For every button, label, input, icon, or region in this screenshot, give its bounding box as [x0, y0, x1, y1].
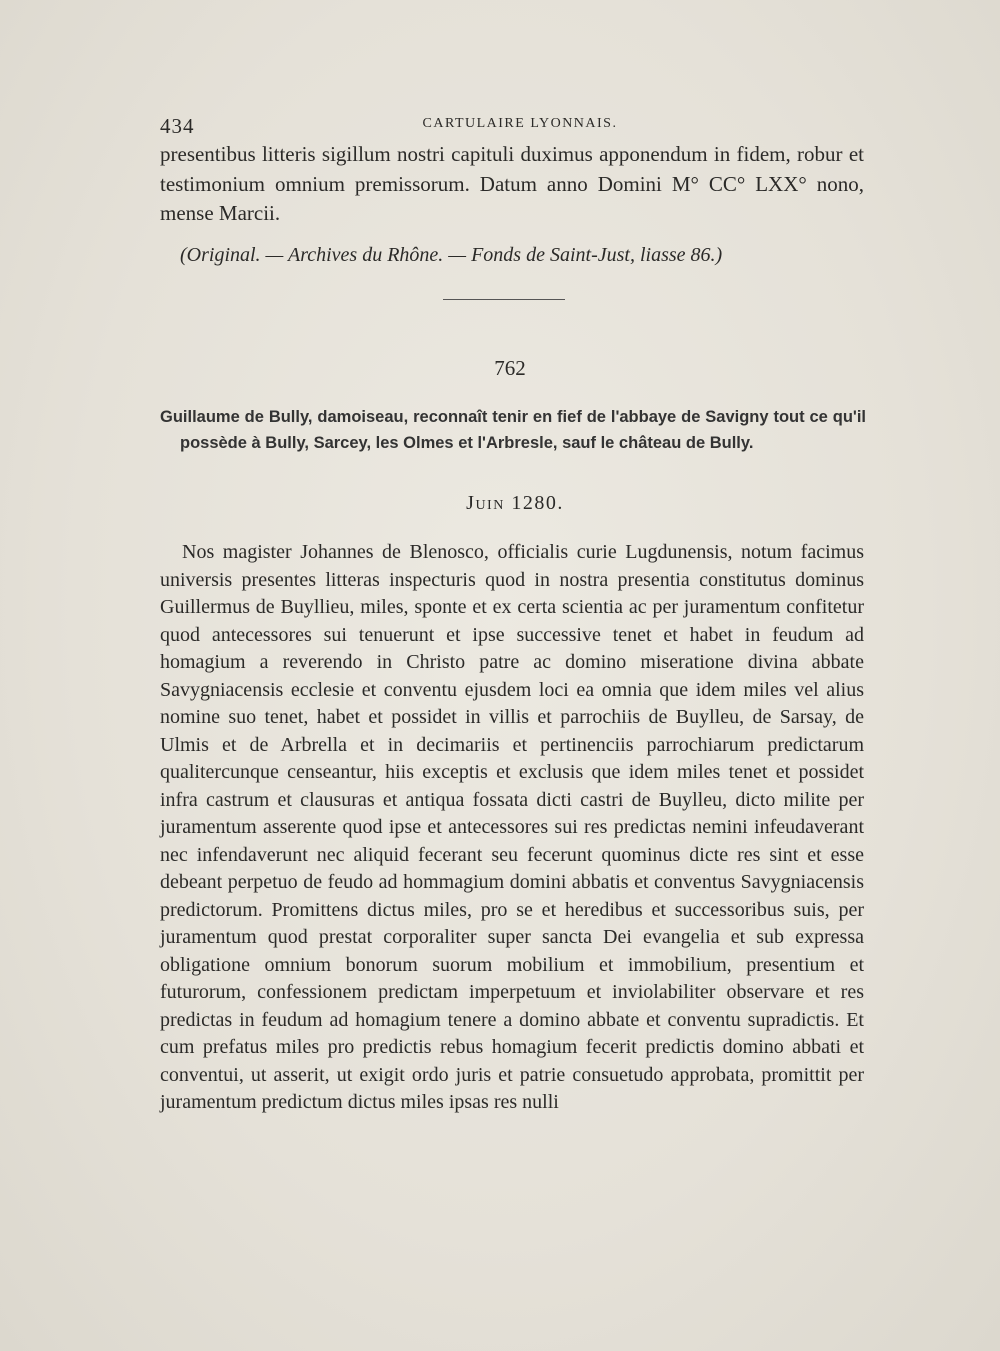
- running-head: [160, 114, 864, 138]
- act-date-text: Juin 1280.: [466, 492, 564, 514]
- act-date: [0, 492, 1000, 515]
- act-number: 762: [494, 356, 526, 380]
- running-title: CARTULAIRE LYONNAIS.: [422, 116, 618, 131]
- section-divider: [443, 299, 565, 300]
- act-summary: Guillaume de Bully, damoiseau, reconnaît tenir en fief de l'abbaye de Savigny tout ce qu'il possède à Bully, Sarcey, les Olmes et l'Arbresle, sauf le château de Bully.: [160, 408, 866, 452]
- previous-act-text-end: presentibus litteris sigillum nostri capituli duximus apponendum in fidem, robur et testimonium omnium premissorum. Datum anno Domini M° CC° LXX° nono, mense Marcii.: [160, 142, 864, 225]
- page-number: 434: [160, 114, 195, 138]
- previous-act-source: (Original. — Archives du Rhône. — Fonds de Saint-Just, liasse 86.): [180, 244, 723, 266]
- act-text: Nos magister Johannes de Blenosco, officialis curie Lugdunensis, notum facimus universis presentes litteras inspecturis quod in nostra presentia constitutus dominus Guillermus de Buyllieu, miles, sponte et ex certa scientia ac per juramentum confitetur quod antecessores sui tenuerunt et ipse successive tenet et habet in feudum ad homagium a reverendo in Christo patre ac domino miseratione divina abbate Savygniacensis ecclesie et conventu ejusdem loci ea omnia que idem miles vel alius nomine suo tenet, habet et possidet in villis et parrochiis de Buylleu, de Sarsay, de Ulmis et de Arbrella et in decimariis et pertinenciis parrochiarum predictarum qualitercunque censeantur, hiis exceptis et exclusis que idem miles tenet et possidet infra castrum et clausuras et antiqua fossata dicti castri de Buylleu, dicto milite per juramentum asserente quod ipse et antecessores sui res predictas nemini infeudaverant nec infendaverunt nec aliquid fecerant seu fecerunt quominus dicte res sint et esse debeant perpetuo de feudo ad hommagium domini abbatis et conventus Savygniacensis predictorum. Promittens dictus miles, pro se et heredibus et successoribus suis, per juramentum quod prestat corporaliter super sancta Dei evangelia et sub expressa obligatione omnium bonorum suorum mobilium et immobilium, presentium et futurorum, confessionem predictam imperpetuum et inviolabiliter observare et res predictas in feudum ad homagium tenere a domino abbate et conventu supradictis. Et cum prefatus miles pro predictis rebus homagium fecerit predictis domino abbati et conventui, ut asserit, ut exigit ordo juris et patrie consuetudo approbata, promittit per juramentum predictum dictus miles ipsas res nulli: [160, 541, 864, 1113]
